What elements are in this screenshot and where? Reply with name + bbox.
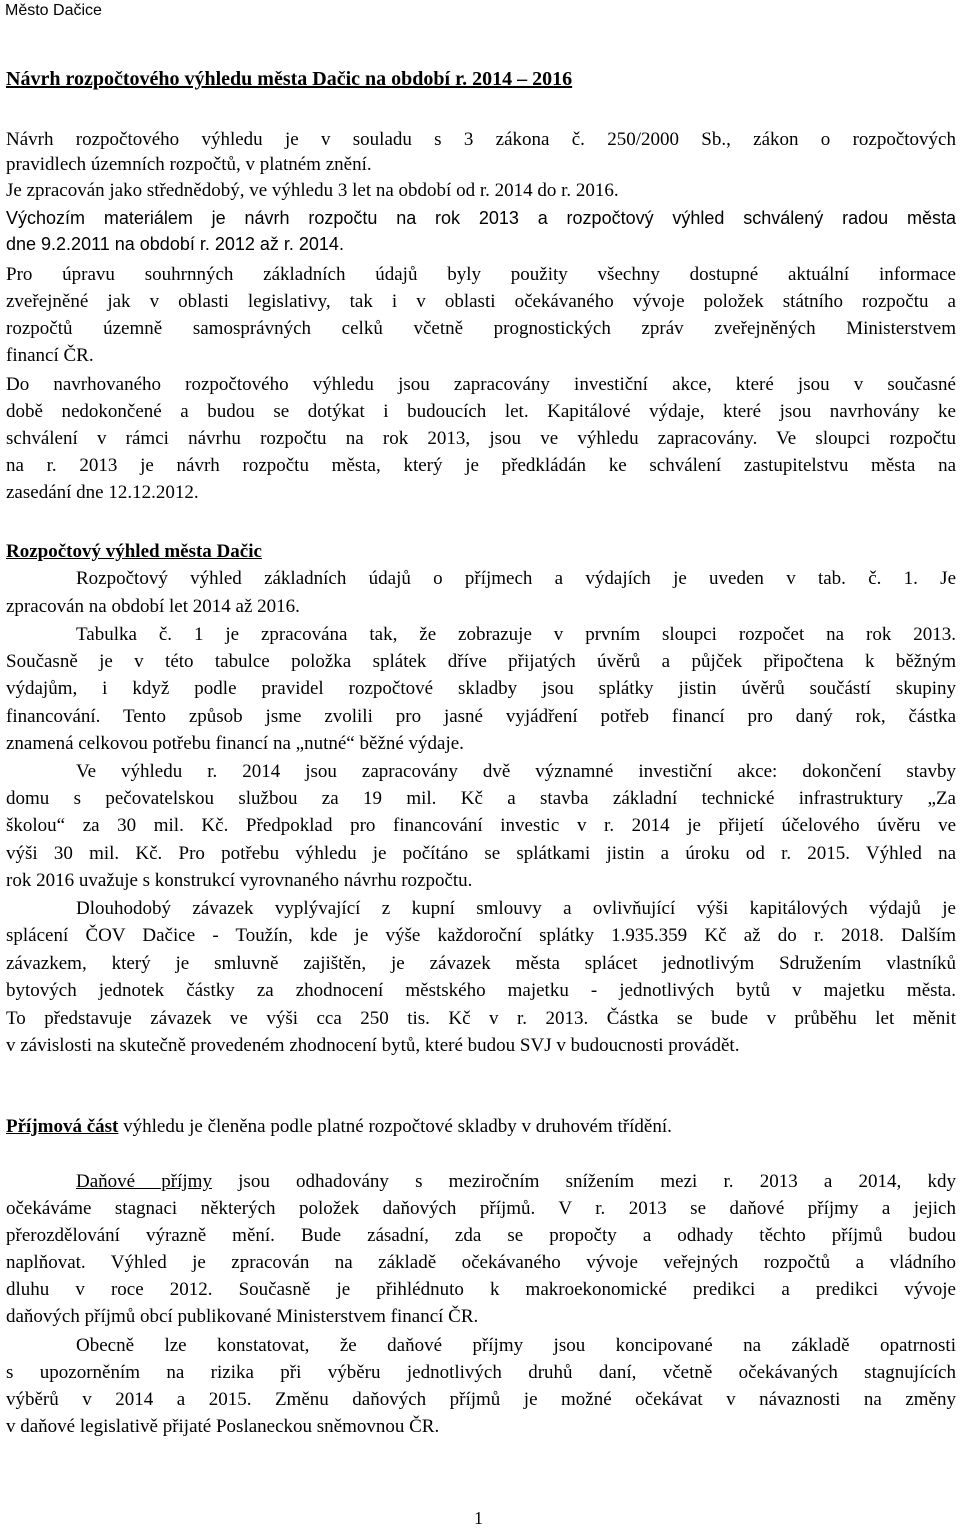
section1-line: To představuje závazek ve výši cca 250 tis. Kč v r. 2013. Částka se bude v průběhu let měnit [6, 1008, 956, 1029]
section2-line: s upozorněním na rizika při výběru jednotlivých druhů daní, včetně očekávaných stagnujících [6, 1362, 956, 1383]
section1-line: školou“ za 30 mil. Kč. Předpoklad pro financování investic v r. 2014 je přijetí účelového úvěru ve [6, 815, 956, 836]
section2-line: daňových příjmů obcí publikované Ministerstvem financí ČR. [6, 1306, 479, 1327]
section-heading-vyhled: Rozpočtový výhled města Dačic [6, 541, 262, 562]
section2-line: naplňovat. Výhled je zpracován na základě očekávaného vývoje veřejných rozpočtů a vládního [6, 1252, 956, 1273]
page-number: 1 [474, 1508, 483, 1528]
section1-line: v závislosti na skutečně provedeném zhodnocení bytů, které budou SVJ v budoucnosti provádět. [6, 1035, 740, 1056]
header-city: Město Dačice [5, 2, 102, 19]
section1-line: Rozpočtový výhled základních údajů o příjmech a výdajích je uveden v tab. č. 1. Je [76, 568, 956, 589]
intro-line: Do navrhovaného rozpočtového výhledu jsou zapracovány investiční akce, které jsou v současné [6, 374, 956, 395]
section2-heading-rest: výhledu je členěna podle platné rozpočtové skladby v druhovém třídění. [118, 1116, 672, 1137]
document-title: Návrh rozpočtového výhledu města Dačic na období r. 2014 – 2016 [6, 68, 573, 90]
section1-line: výdajům, i když podle pravidel rozpočtové skladby jsou splátky jistin úvěrů součástí skupiny [6, 678, 956, 699]
section1-line: výši 30 mil. Kč. Pro potřebu výhledu je počítáno se splátkami jistin a úroku od r. 2015. Výhled na [6, 843, 956, 864]
intro-line: Je zpracován jako střednědobý, ve výhledu 3 let na období od r. 2014 do r. 2016. [6, 180, 619, 201]
section2-line: Obecně lze konstatovat, že daňové příjmy jsou koncipované na základě opatrnosti [76, 1335, 956, 1356]
section2-line: přerozdělování výrazně mění. Bude zásadní, zda se propočty a odhady těchto příjmů budou [6, 1225, 956, 1246]
section1-line: splácení ČOV Dačice - Toužín, kde je výše každoroční splátky 1.935.359 Kč až do r. 2018. Dalším [6, 925, 956, 946]
intro-line: rozpočtů územně samosprávných celků včetně prognostických zpráv zveřejněných Ministerstvem [6, 318, 956, 339]
intro-line: na r. 2013 je návrh rozpočtu města, který je předkládán ke schválení zastupitelstvu města na [6, 455, 956, 476]
intro-line: zasedání dne 12.12.2012. [6, 482, 199, 503]
section1-line: bytových jednotek částky za zhodnocení městského majetku - jednotlivých bytů v majetku města. [6, 980, 956, 1001]
intro-line: schválení v rámci návrhu rozpočtu na rok 2013, jsou ve výhledu zapracovány. Ve sloupci rozpočtu [6, 428, 956, 449]
section-heading-prijmova-cast: Příjmová část [6, 1116, 119, 1137]
intro-line: Pro úpravu souhrnných základních údajů byly použity všechny dostupné aktuální informace [6, 264, 956, 285]
section2-line [76, 1169, 956, 1195]
section2-line: očekáváme stagnaci některých položek daňových příjmů. V r. 2013 se daňové příjmy a jejich [6, 1198, 956, 1219]
intro-line: době nedokončené a budou se dotýkat i budoucích let. Kapitálové výdaje, které jsou navrhovány ke [6, 401, 956, 422]
section1-line: domu s pečovatelskou službou za 19 mil. Kč a stavba základní technické infrastruktury „Za [6, 788, 956, 809]
section1-line: Ve výhledu r. 2014 jsou zapracovány dvě významné investiční akce: dokončení stavby [76, 761, 956, 782]
section1-line: financování. Tento způsob jsme zvolili pro jasné vyjádření potřeb financí pro daný rok, částka [6, 706, 956, 727]
intro-line: dne 9.2.2011 na období r. 2012 až r. 2014. [6, 234, 344, 254]
intro-line: pravidlech územních rozpočtů, v platném znění. [6, 154, 372, 175]
section1-line: Tabulka č. 1 je zpracována tak, že zobrazuje v prvním sloupci rozpočet na rok 2013. [76, 624, 956, 645]
section2-line: v daňové legislativě přijaté Poslaneckou sněmovnou ČR. [6, 1416, 440, 1437]
intro-line: Návrh rozpočtového výhledu je v souladu s 3 zákona č. 250/2000 Sb., zákon o rozpočtových [6, 129, 956, 150]
intro-line: financí ČR. [6, 345, 94, 366]
subheading-danove-prijmy: Daňové příjmy [76, 1171, 212, 1192]
section2-line-rest: jsou odhadovány s meziročním snížením mezi r. 2013 a 2014, kdy [211, 1171, 956, 1192]
intro-line: zveřejněné jak v oblasti legislativy, tak i v oblasti očekávaného vývoje položek státního rozpočtu a [6, 291, 956, 312]
section1-line: Dlouhodobý závazek vyplývající z kupní smlouvy a ovlivňující výši kapitálových výdajů je [76, 898, 956, 919]
section2-line: výběrů v 2014 a 2015. Změnu daňových příjmů je možné očekávat v návaznosti na změny [6, 1389, 956, 1410]
section1-line: rok 2016 uvažuje s konstrukcí vyrovnaného návrhu rozpočtu. [6, 870, 473, 891]
intro-line: Výchozím materiálem je návrh rozpočtu na rok 2013 a rozpočtový výhled schválený radou města [6, 208, 956, 228]
section1-line: zpracován na období let 2014 až 2016. [6, 596, 300, 617]
section1-line: závazkem, který je smluvně zajištěn, je závazek města splácet jednotlivým Sdružením vlastníků [6, 953, 956, 974]
section2-line: dluhu v roce 2012. Současně je přihlédnuto k makroekonomické predikci a predikci vývoje [6, 1279, 956, 1300]
section1-line: Současně je v této tabulce položka splátek dříve přijatých úvěrů a půjček připočtena k běžným [6, 651, 956, 672]
section2-heading-line [6, 1114, 956, 1140]
section1-line: znamená celkovou potřebu financí na „nutné“ běžné výdaje. [6, 733, 464, 754]
